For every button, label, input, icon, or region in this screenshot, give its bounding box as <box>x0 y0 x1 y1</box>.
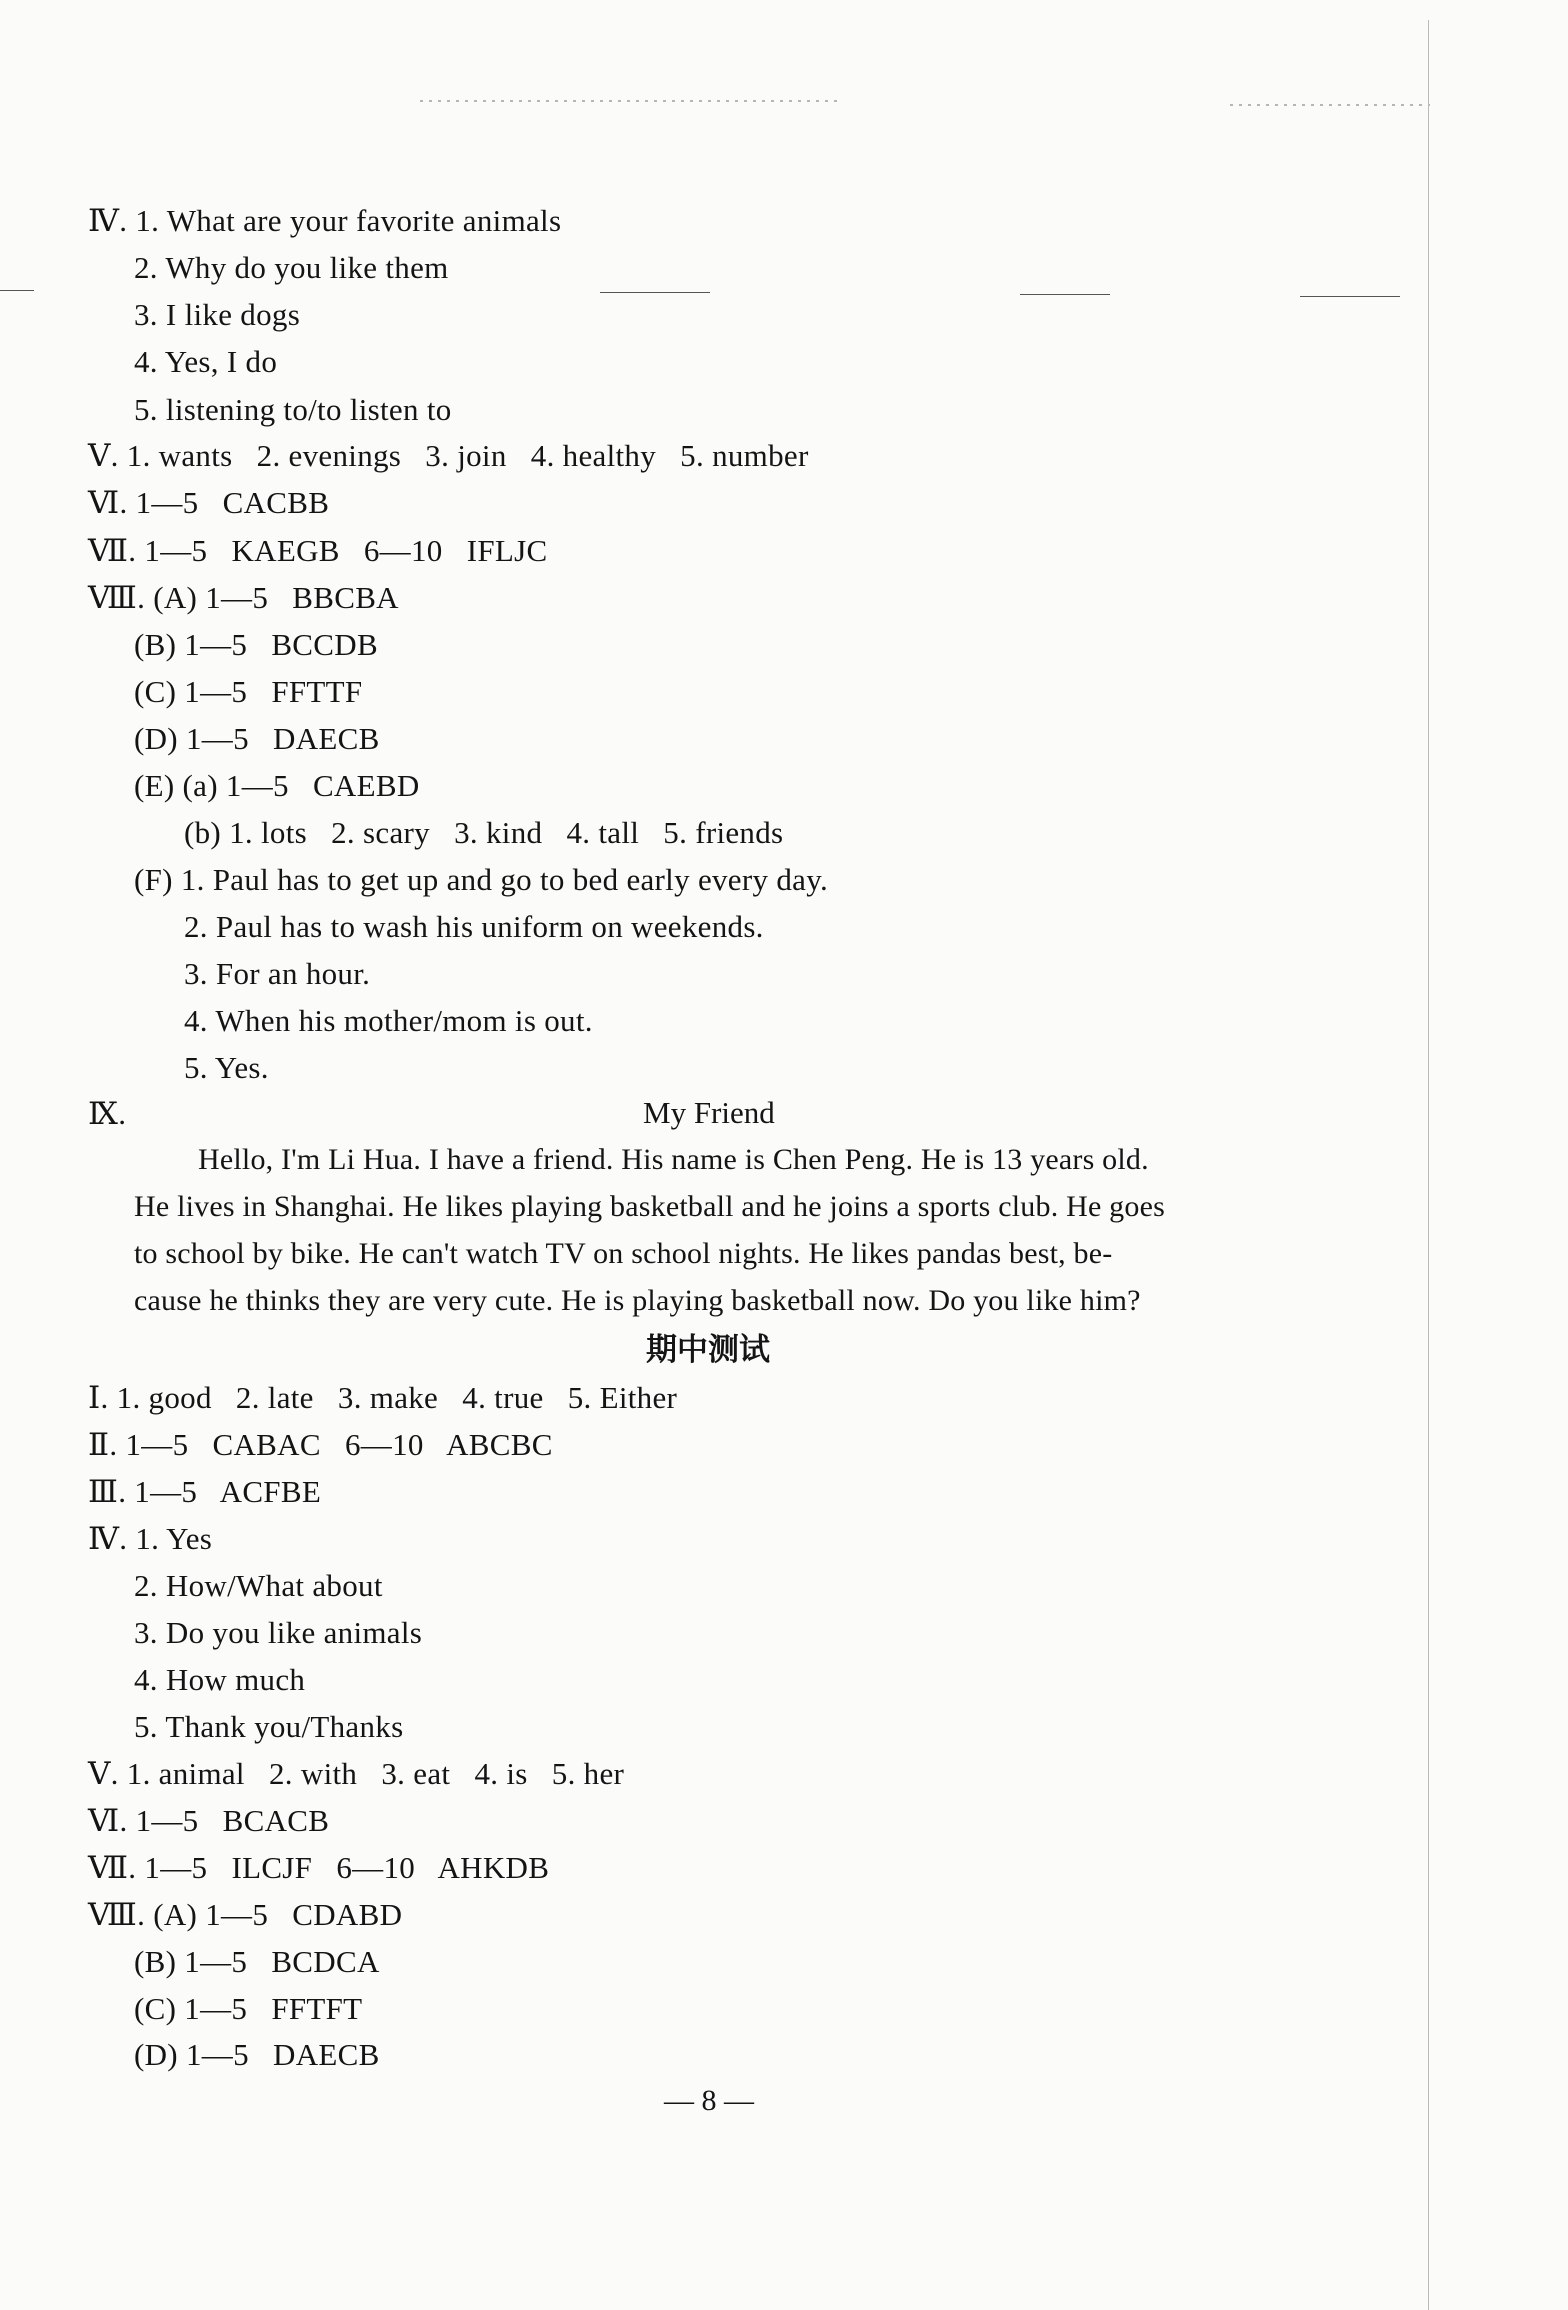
answer-line: Ⅳ. 1. Yes <box>88 1521 213 1556</box>
section-heading: 期中测试 <box>646 1332 770 1367</box>
essay-line: He lives in Shanghai. He likes playing basketball and he joins a sports club. He goes <box>134 1190 1165 1223</box>
answer-line: (F) 1. Paul has to get up and go to bed early every day. <box>134 862 829 897</box>
answer-line: Ⅷ. (A) 1—5 BBCBA <box>88 580 399 615</box>
answer-line: 2. Why do you like them <box>134 250 449 285</box>
answer-line: Ⅴ. 1. wants 2. evenings 3. join 4. healthy 5. number <box>88 438 809 473</box>
answer-line: Ⅲ. 1—5 ACFBE <box>88 1474 322 1509</box>
essay-title: My Friend <box>643 1095 775 1130</box>
essay-line: to school by bike. He can't watch TV on school nights. He likes pandas best, be- <box>134 1237 1113 1270</box>
answer-line: Ⅶ. 1—5 ILCJF 6—10 AHKDB <box>88 1850 550 1885</box>
answer-line: Ⅱ. 1—5 CABAC 6—10 ABCBC <box>88 1427 553 1462</box>
answer-line: 3. For an hour. <box>184 956 371 991</box>
scan-noise-top <box>420 100 840 102</box>
answer-line: (E) (a) 1—5 CAEBD <box>134 768 420 803</box>
answer-line: 5. Thank you/Thanks <box>134 1709 404 1744</box>
answer-line: 4. Yes, I do <box>134 344 278 379</box>
answer-line: 3. I like dogs <box>134 297 301 332</box>
answer-line: Ⅴ. 1. animal 2. with 3. eat 4. is 5. her <box>88 1756 625 1791</box>
answer-line: (C) 1—5 FFTFT <box>134 1991 363 2026</box>
answer-line: (D) 1—5 DAECB <box>134 721 380 756</box>
answer-line: (D) 1—5 DAECB <box>134 2037 380 2072</box>
page-number: — 8 — <box>664 2084 754 2117</box>
answer-line: Ⅵ. 1—5 CACBB <box>88 485 330 520</box>
scan-line-right2 <box>1300 296 1400 297</box>
answer-line: Ⅶ. 1—5 KAEGB 6—10 IFLJC <box>88 533 548 568</box>
answer-line: 2. How/What about <box>134 1568 383 1603</box>
scan-noise-top-right <box>1230 104 1430 106</box>
answer-line: Ⅰ. 1. good 2. late 3. make 4. true 5. Either <box>88 1380 678 1415</box>
essay-body <box>134 1136 1165 1324</box>
scan-line-right <box>1020 294 1110 295</box>
answer-line: Ⅵ. 1—5 BCACB <box>88 1803 330 1838</box>
essay-line: cause he thinks they are very cute. He is playing basketball now. Do you like him? <box>134 1284 1141 1317</box>
answer-line: 5. listening to/to listen to <box>134 392 452 427</box>
answer-line: 5. Yes. <box>184 1050 269 1085</box>
answer-line: Ⅳ. 1. What are your favorite animals <box>88 203 562 238</box>
scan-line-left <box>0 290 34 291</box>
answer-line: (C) 1—5 FFTTF <box>134 674 363 709</box>
page-edge <box>1428 20 1429 2310</box>
answer-line: 2. Paul has to wash his uniform on weekends. <box>184 909 764 944</box>
answer-line: 4. How much <box>134 1662 306 1697</box>
answer-line: 3. Do you like animals <box>134 1615 423 1650</box>
scan-line-mid <box>600 292 710 293</box>
answer-line: (B) 1—5 BCCDB <box>134 627 378 662</box>
answer-line: 4. When his mother/mom is out. <box>184 1003 593 1038</box>
essay-line: Hello, I'm Li Hua. I have a friend. His name is Chen Peng. He is 13 years old. <box>198 1143 1149 1176</box>
answer-line: Ⅸ. <box>88 1096 127 1131</box>
answer-line: Ⅷ. (A) 1—5 CDABD <box>88 1897 403 1932</box>
answer-line: (B) 1—5 BCDCA <box>134 1944 380 1979</box>
answer-line: (b) 1. lots 2. scary 3. kind 4. tall 5. friends <box>184 815 784 850</box>
